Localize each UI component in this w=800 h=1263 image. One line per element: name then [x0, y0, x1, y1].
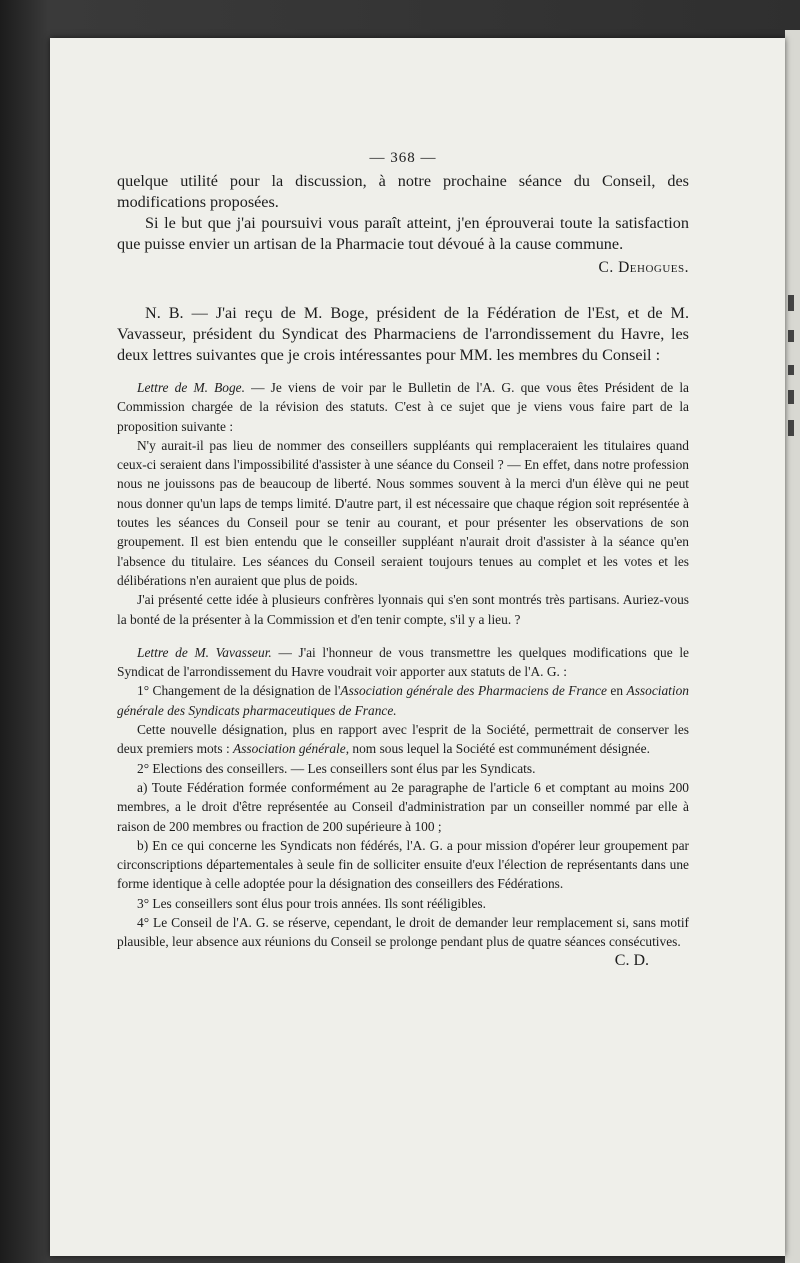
- boge-paragraph-1: [117, 378, 689, 436]
- page-content: [117, 150, 689, 970]
- letter-vavasseur: [117, 643, 689, 970]
- letter-boge: [117, 378, 689, 629]
- vavasseur-paragraph-1: [117, 643, 689, 682]
- new-name: Association générale des Syndicats pharmaceutiques de France.: [117, 683, 690, 718]
- vavasseur-item-2: 2° Elections des conseillers. — Les conseillers sont élus par les Syndicats.: [137, 760, 536, 776]
- vavasseur-text-1: — J'ai l'honneur de vous transmettre les quelques modifications que le Syndicat de l'arrondissement du Havre voudrait voir apporter aux statuts de l'A. G. :: [117, 644, 689, 680]
- old-name: Association générale des Pharmaciens de France: [340, 683, 607, 699]
- intro-paragraph-1: quelque utilité pour la discussion, à notre prochaine séance du Conseil, des modifications proposées.: [117, 172, 689, 211]
- short-name: Association générale: [233, 741, 346, 757]
- intro-paragraph-2: Si le but que j'ai poursuivi vous paraît atteint, j'en éprouverai toute la satisfaction que puisse envier un artisan de la Pharmacie tout dévoué à la cause commune.: [117, 214, 689, 253]
- vavasseur-item-2b: b) En ce qui concerne les Syndicats non fédérés, l'A. G. a pour mission d'opérer leur groupement par circonscriptions départementales à seule fin de solliciter ensuite d'eux l'élection de représentants dans une forme identique à celle adoptée pour la désignation des conseillers des Fédérations.: [117, 837, 689, 892]
- nb-paragraph: N. B. — J'ai reçu de M. Boge, président de la Fédération de l'Est, et de M. Vavasseur, président du Syndicat des Pharmaciens de l'arrondissement du Havre, les deux lettres suivantes que je crois intéressantes pour MM. les membres du Conseil :: [117, 304, 689, 364]
- boge-paragraph-2: N'y aurait-il pas lieu de nommer des conseillers suppléants qui remplaceraient les titulaires quand ceux-ci seraient dans l'impossibilité d'assister à une séance du Conseil ? — En effet, dans notre profession nous ne jouissons pas de beaucoup de liberté. Nous sommes souvent à la merci d'un élève qui ne peut nous donner qu'un laps de temps limité. D'autre part, il est nécessaire que chaque région soit représentée à toutes les séances du Conseil pour se tenir au courant, et pour présenter les observations de son groupement. Il est bien entendu que le conseiller suppléant n'aurait droit d'assister à la séance qu'en l'absence du titulaire. Les séances du Conseil seraient toujours tenues au complet et les votes et les délibérations n'en auraient que plus de poids.: [117, 437, 689, 588]
- next-page-edge: [785, 30, 800, 1263]
- boge-paragraph-3: J'ai présenté cette idée à plusieurs confrères lyonnais qui s'en sont montrés très partisans. Auriez-vous la bonté de la présenter à la Commission et d'en tenir compte, s'il y a lieu. ?: [117, 592, 689, 627]
- signature-cd: C. D.: [614, 951, 649, 969]
- vavasseur-item-2a: a) Toute Fédération formée conformément au 2e paragraphe de l'article 6 et comptant au moins 200 membres, a le droit d'être représentée au Conseil d'administration par un conseiller nommé par elle à raison de 200 membres ou fraction de 200 supérieure à 100 ;: [117, 779, 689, 834]
- vavasseur-item-3: 3° Les conseillers sont élus pour trois années. Ils sont rééligibles.: [137, 895, 486, 911]
- intro-section: [117, 171, 689, 279]
- vavasseur-item-1: 1° Changement de la désignation de l'Association générale des Pharmaciens de France en Association générale des Syndicats pharmaceutiques de France.: [117, 683, 690, 718]
- nb-section: [117, 303, 689, 366]
- signature-cd-row: [117, 952, 689, 970]
- signature-dehogues: C. Dehogues.: [598, 259, 689, 276]
- boge-text-1: — Je viens de voir par le Bulletin de l'A. G. que vous êtes Président de la Commission chargée de la révision des statuts. C'est à ce sujet que je viens vous faire part de la proposition suivante :: [117, 380, 689, 434]
- vavasseur-item-4: 4° Le Conseil de l'A. G. se réserve, cependant, le droit de demander leur remplacement si, sans motif plausible, leur absence aux réunions du Conseil se prolonge pendant plus de quatre séances consécutives.: [117, 915, 689, 950]
- boge-heading: Lettre de M. Boge.: [137, 380, 245, 395]
- vavasseur-heading: Lettre de M. Vavasseur.: [137, 644, 272, 660]
- page-number: — 368 —: [369, 150, 437, 166]
- vavasseur-item-1-comment: Cette nouvelle désignation, plus en rapport avec l'esprit de la Société, permettrait de conserver les deux premiers mots : Association générale, nom sous lequel la Société est communément désignée.: [117, 722, 689, 757]
